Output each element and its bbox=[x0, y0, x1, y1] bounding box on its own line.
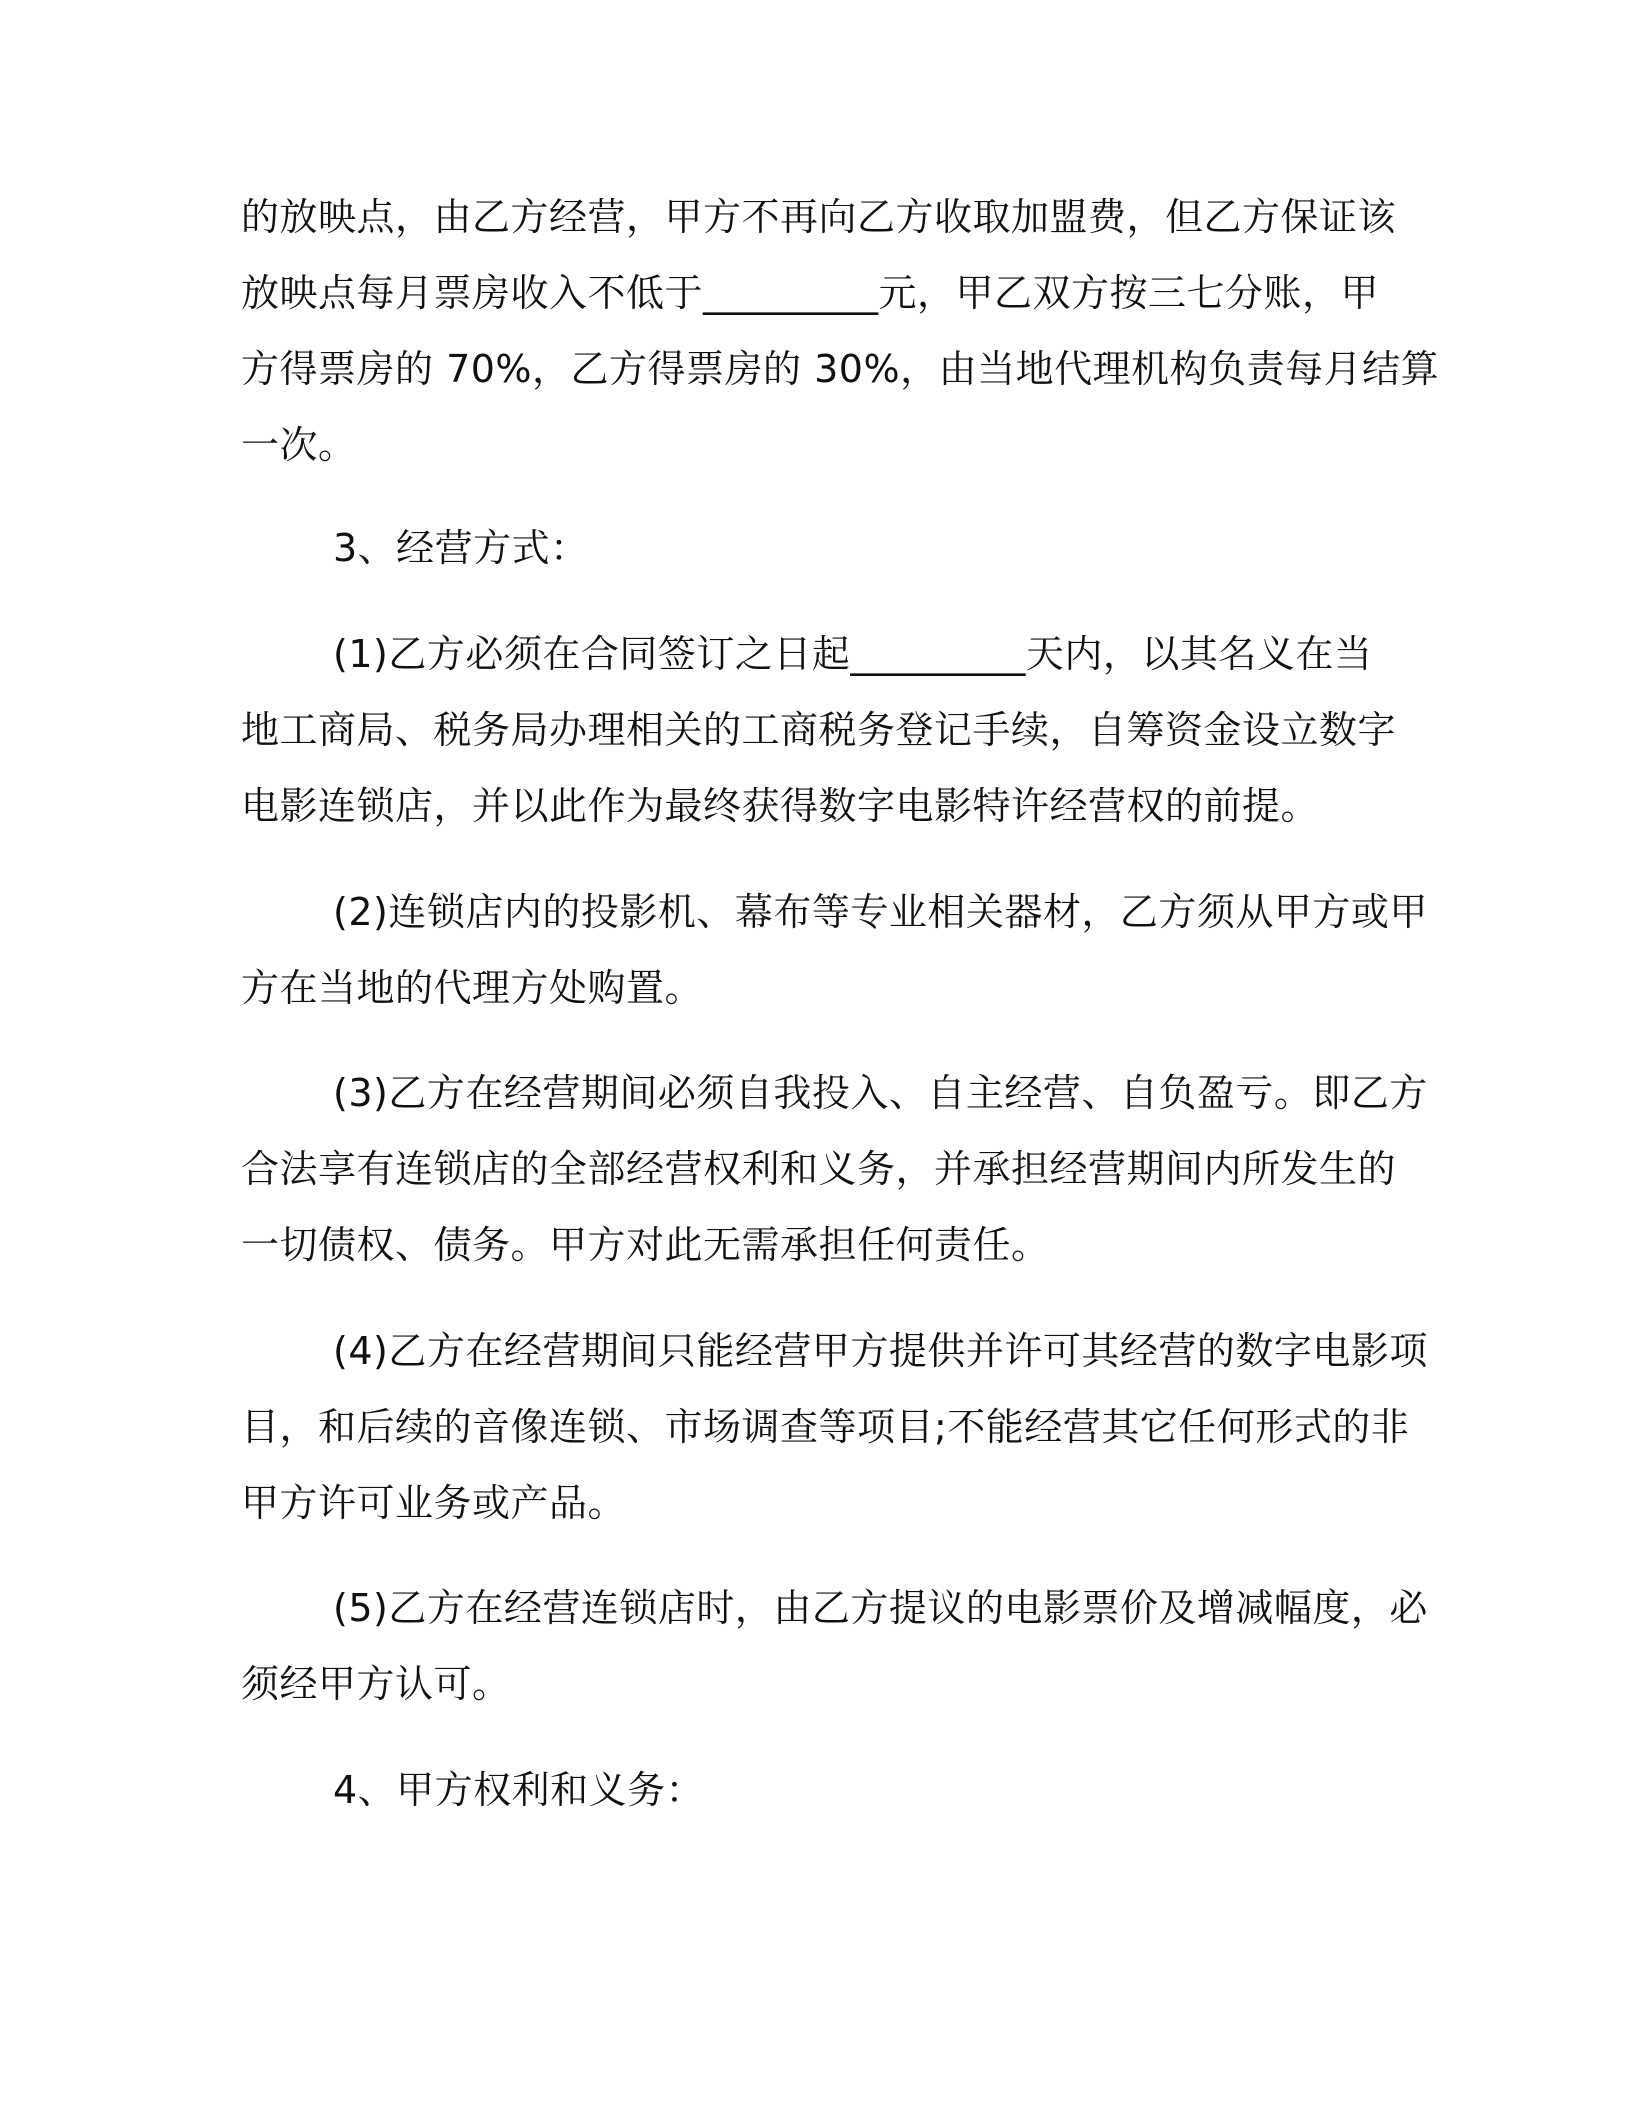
paragraph-line: 须经甲方认可。 bbox=[241, 1662, 511, 1706]
paragraph-line: (1)乙方必须在合同签订之日起_________天内，以其名义在当 bbox=[333, 632, 1373, 676]
section-heading: 3、经营方式： bbox=[333, 526, 589, 570]
paragraph-line: 方在当地的代理方处购置。 bbox=[241, 966, 704, 1010]
section-heading: 4、甲方权利和义务： bbox=[333, 1768, 705, 1812]
paragraph-line: (3)乙方在经营期间必须自我投入、自主经营、自负盈亏。即乙方 bbox=[333, 1071, 1428, 1115]
paragraph-line: 放映点每月票房收入不低于_________元，甲乙双方按三七分账，甲 bbox=[241, 271, 1380, 315]
paragraph-line: 电影连锁店，并以此作为最终获得数字电影特许经营权的前提。 bbox=[241, 784, 1320, 828]
paragraph-line: 一切债权、债务。甲方对此无需承担任何责任。 bbox=[241, 1223, 1050, 1267]
paragraph-line: 地工商局、税务局办理相关的工商税务登记手续，自筹资金设立数字 bbox=[241, 708, 1397, 752]
paragraph-line: 一次。 bbox=[241, 423, 357, 467]
paragraph-line: 方得票房的 70%，乙方得票房的 30%，由当地代理机构负责每月结算 bbox=[241, 347, 1440, 391]
paragraph-line: 合法享有连锁店的全部经营权利和义务，并承担经营期间内所发生的 bbox=[241, 1147, 1397, 1191]
paragraph-line: (4)乙方在经营期间只能经营甲方提供并许可其经营的数字电影项 bbox=[333, 1329, 1428, 1373]
paragraph-line: 目，和后续的音像连锁、市场调查等项目;不能经营其它任何形式的非 bbox=[241, 1405, 1410, 1449]
paragraph-line: (5)乙方在经营连锁店时，由乙方提议的电影票价及增减幅度，必 bbox=[333, 1586, 1428, 1630]
paragraph-line: (2)连锁店内的投影机、幕布等专业相关器材，乙方须从甲方或甲 bbox=[333, 890, 1428, 934]
paragraph-line: 的放映点，由乙方经营，甲方不再向乙方收取加盟费，但乙方保证该 bbox=[241, 195, 1397, 239]
paragraph-line: 甲方许可业务或产品。 bbox=[241, 1481, 627, 1525]
